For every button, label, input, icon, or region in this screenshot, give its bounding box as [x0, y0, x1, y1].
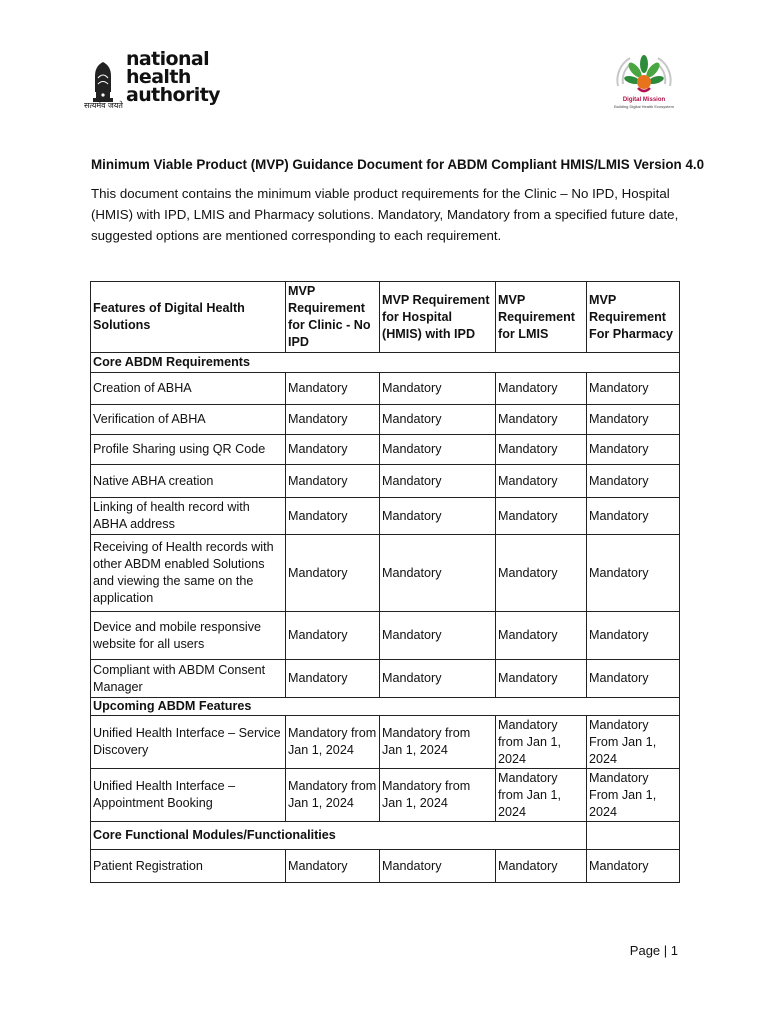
feature-cell: Verification of ABHA	[91, 405, 286, 435]
feature-cell: Compliant with ABDM Consent Manager	[91, 660, 286, 698]
lmis-cell: Mandatory	[496, 498, 587, 535]
nha-hindi-motto: सत्यमेव जयते	[84, 101, 123, 110]
header-lmis: MVP Requirement for LMIS	[496, 282, 587, 353]
feature-cell: Native ABHA creation	[91, 465, 286, 498]
lmis-cell: Mandatory from Jan 1, 2024	[496, 769, 587, 822]
section-row	[91, 822, 680, 850]
table-row	[91, 660, 680, 698]
table-row	[91, 716, 680, 769]
header-hospital: MVP Requirement for Hospital (HMIS) with IPD	[380, 282, 496, 353]
pharmacy-cell: Mandatory	[587, 435, 680, 465]
pharmacy-cell: Mandatory	[587, 535, 680, 612]
hospital-cell: Mandatory	[380, 405, 496, 435]
pharmacy-cell: Mandatory	[587, 850, 680, 883]
pharmacy-cell: Mandatory From Jan 1, 2024	[587, 769, 680, 822]
header-pharmacy: MVP Requirement For Pharmacy	[587, 282, 680, 353]
lmis-cell: Mandatory	[496, 850, 587, 883]
pharmacy-cell: Mandatory	[587, 465, 680, 498]
clinic-cell: Mandatory	[286, 498, 380, 535]
hospital-cell: Mandatory	[380, 660, 496, 698]
nha-logo-line-1: national	[126, 48, 210, 70]
section-functional: Core Functional Modules/Functionalities	[91, 822, 587, 850]
hospital-cell: Mandatory	[380, 612, 496, 660]
section-upcoming: Upcoming ABDM Features	[91, 698, 680, 716]
section-row	[91, 698, 680, 716]
nha-logo-line-3: authority	[126, 84, 220, 106]
document-title: Minimum Viable Product (MVP) Guidance Document for ABDM Compliant HMIS/LMIS Version 4.0	[91, 157, 705, 172]
hospital-cell: Mandatory	[380, 535, 496, 612]
table-row	[91, 535, 680, 612]
document-intro: This document contains the minimum viable product requirements for the Clinic – No IPD, Hospital (HMIS) with IPD, LMIS and Pharmacy solutions. Mandatory, Mandatory from a specified future date, suggested options are mentioned corresponding to each requirement.	[91, 186, 679, 243]
lmis-cell: Mandatory	[496, 435, 587, 465]
abdm-logo-title: Digital Mission	[622, 97, 666, 103]
feature-cell: Creation of ABHA	[91, 373, 286, 405]
pharmacy-cell: Mandatory	[587, 373, 680, 405]
section-row	[91, 353, 680, 373]
feature-cell: Unified Health Interface – Service Discovery	[91, 716, 286, 769]
abdm-logo-tagline: Building Digital Health Ecosystem	[614, 104, 674, 109]
lmis-cell: Mandatory	[496, 535, 587, 612]
feature-cell: Profile Sharing using QR Code	[91, 435, 286, 465]
table-row	[91, 435, 680, 465]
hospital-cell: Mandatory	[380, 435, 496, 465]
hospital-cell: Mandatory	[380, 498, 496, 535]
empty-cell	[587, 822, 680, 850]
nha-logo	[84, 48, 228, 112]
lmis-cell: Mandatory	[496, 373, 587, 405]
lmis-cell: Mandatory from Jan 1, 2024	[496, 716, 587, 769]
mvp-requirements-table	[90, 281, 680, 883]
feature-cell: Receiving of Health records with other ABDM enabled Solutions and viewing the same on the application	[91, 535, 286, 612]
hospital-cell: Mandatory	[380, 850, 496, 883]
hospital-cell: Mandatory	[380, 373, 496, 405]
table-row	[91, 612, 680, 660]
table-row	[91, 405, 680, 435]
clinic-cell: Mandatory	[286, 850, 380, 883]
table-row	[91, 850, 680, 883]
clinic-cell: Mandatory from Jan 1, 2024	[286, 716, 380, 769]
pharmacy-cell: Mandatory	[587, 612, 680, 660]
lmis-cell: Mandatory	[496, 660, 587, 698]
table-row	[91, 498, 680, 535]
pharmacy-cell: Mandatory	[587, 498, 680, 535]
clinic-cell: Mandatory	[286, 535, 380, 612]
feature-cell: Device and mobile responsive website for all users	[91, 612, 286, 660]
clinic-cell: Mandatory	[286, 435, 380, 465]
nha-logo-line-2: health	[126, 66, 191, 88]
pharmacy-cell: Mandatory	[587, 405, 680, 435]
pharmacy-cell: Mandatory From Jan 1, 2024	[587, 716, 680, 769]
feature-cell: Unified Health Interface – Appointment Booking	[91, 769, 286, 822]
clinic-cell: Mandatory	[286, 373, 380, 405]
hospital-cell: Mandatory from Jan 1, 2024	[380, 716, 496, 769]
pharmacy-cell: Mandatory	[587, 660, 680, 698]
lmis-cell: Mandatory	[496, 612, 587, 660]
clinic-cell: Mandatory	[286, 612, 380, 660]
header-features: Features of Digital Health Solutions	[91, 282, 286, 353]
header-clinic: MVP Requirement for Clinic - No IPD	[286, 282, 380, 353]
table-row	[91, 465, 680, 498]
clinic-cell: Mandatory	[286, 465, 380, 498]
clinic-cell: Mandatory	[286, 405, 380, 435]
section-core: Core ABDM Requirements	[91, 353, 680, 373]
table-row	[91, 373, 680, 405]
table-header-row	[91, 282, 680, 353]
feature-cell: Linking of health record with ABHA address	[91, 498, 286, 535]
clinic-cell: Mandatory from Jan 1, 2024	[286, 769, 380, 822]
hospital-cell: Mandatory from Jan 1, 2024	[380, 769, 496, 822]
lmis-cell: Mandatory	[496, 405, 587, 435]
clinic-cell: Mandatory	[286, 660, 380, 698]
lmis-cell: Mandatory	[496, 465, 587, 498]
page-number: Page | 1	[629, 943, 678, 958]
feature-cell: Patient Registration	[91, 850, 286, 883]
table-row	[91, 769, 680, 822]
hospital-cell: Mandatory	[380, 465, 496, 498]
